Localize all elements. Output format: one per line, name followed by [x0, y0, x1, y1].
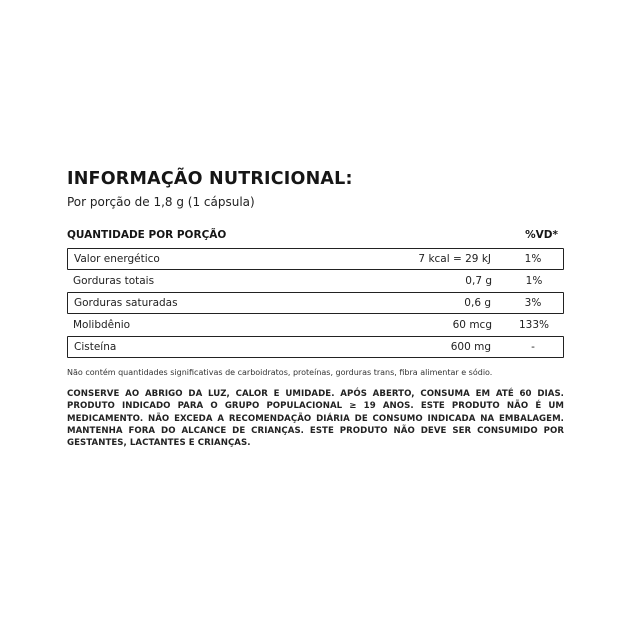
nutrient-amount: 0,6 g	[464, 297, 491, 309]
nutrient-label: Cisteína	[74, 341, 117, 353]
table-header	[67, 227, 564, 243]
serving-size: Por porção de 1,8 g (1 cápsula)	[67, 195, 255, 209]
nutrient-label: Gorduras totais	[73, 275, 155, 287]
table-row	[67, 314, 564, 336]
nutrition-label	[67, 168, 564, 449]
table-row	[67, 270, 564, 292]
warning-text: CONSERVE AO ABRIGO DA LUZ, CALOR E UMIDADE. APÓS ABERTO, CONSUMA EM ATÉ 60 DIAS. PRODUTO INDICADO PARA O GRUPO POPULACIONAL ≥ 19 ANOS. ESTE PRODUTO NÃO É UM MEDICAMENTO. NÃO EXCEDA A RECOMENDAÇÃO DIÁRIA DE CONSUMO INDICADA NA EMBALAGEM. MANTENHA FORA DO ALCANCE DE CRIANÇAS. ESTE PRODUTO NÃO DEVE SER CONSUMIDO POR GESTANTES, LACTANTES E CRIANÇAS.	[67, 389, 564, 449]
nutrient-vd: 133%	[518, 319, 550, 331]
nutrient-amount: 600 mg	[450, 341, 491, 353]
table-row	[67, 336, 564, 358]
table-row	[67, 248, 564, 270]
page-title: INFORMAÇÃO NUTRICIONAL:	[67, 169, 353, 189]
nutrient-amount: 0,7 g	[465, 275, 492, 287]
nutrition-table	[67, 248, 564, 358]
nutrient-amount: 60 mcg	[452, 319, 492, 331]
nutrient-vd: 1%	[524, 253, 542, 265]
nutrient-label: Molibdênio	[73, 319, 131, 331]
nutrient-label: Gorduras saturadas	[74, 297, 178, 309]
nutrient-vd: -	[531, 341, 535, 353]
footnote: Não contém quantidades significativas de carboidratos, proteínas, gorduras trans, fibra alimentar e sódio.	[67, 368, 493, 377]
nutrient-vd: 3%	[524, 297, 542, 309]
table-row	[67, 292, 564, 314]
quantity-header: QUANTIDADE POR PORÇÃO	[67, 229, 227, 241]
vd-header: %VD*	[525, 229, 558, 241]
nutrient-label: Valor energético	[74, 253, 160, 265]
nutrient-amount: 7 kcal = 29 kJ	[418, 253, 491, 265]
nutrient-vd: 1%	[525, 275, 543, 287]
